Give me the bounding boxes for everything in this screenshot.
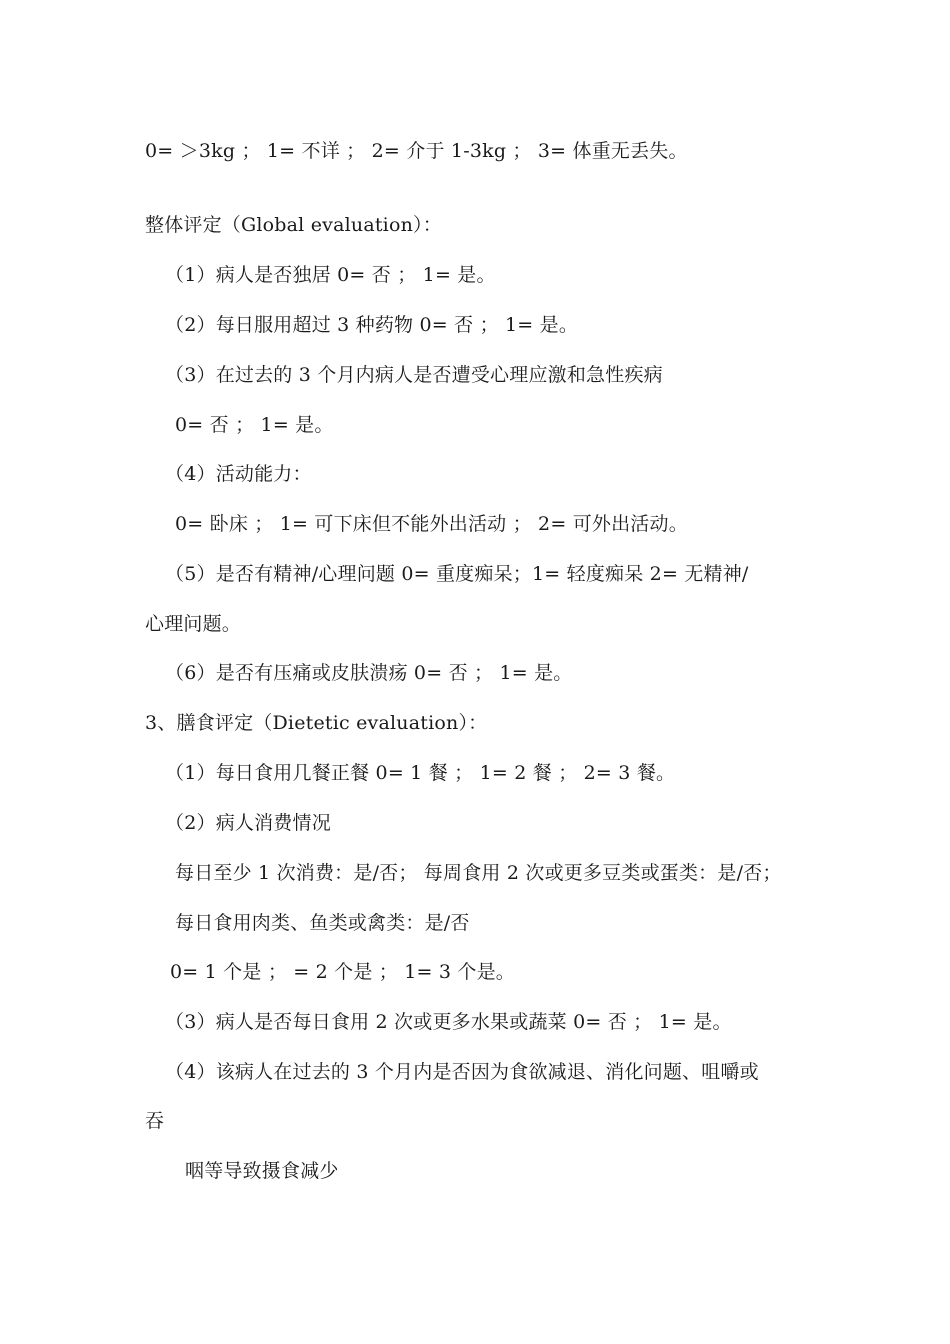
item-consumption-detail-1: 每日至少 1 次消费：是/否； 每周食用 2 次或更多豆类或蛋类：是/否； (175, 862, 782, 884)
item-stress-illness-options: 0= 否 ； 1= 是。 (175, 414, 334, 436)
item-food-intake-cont-1: 吞 (145, 1110, 165, 1132)
item-stress-illness: （3）在过去的 3 个月内病人是否遭受心理应激和急性疾病 (165, 364, 663, 386)
weight-loss-options: 0= ＞3kg ； 1= 不详 ； 2= 介于 1-3kg ； 3= 体重无丢失。 (145, 140, 688, 162)
item-fruit-vegetables: （3）病人是否每日食用 2 次或更多水果或蔬菜 0= 否 ； 1= 是。 (165, 1011, 732, 1033)
item-mobility: （4）活动能力： (165, 463, 312, 485)
item-consumption: （2）病人消费情况 (165, 812, 331, 834)
item-lives-alone: （1）病人是否独居 0= 否 ； 1= 是。 (165, 264, 496, 286)
dietetic-evaluation-heading: 3、膳食评定（Dietetic evaluation）： (145, 712, 488, 734)
item-meals: （1）每日食用几餐正餐 0= 1 餐 ； 1= 2 餐 ； 2= 3 餐。 (165, 762, 676, 784)
global-evaluation-heading: 整体评定（Global evaluation）： (145, 214, 442, 236)
item-mobility-options: 0= 卧床 ； 1= 可下床但不能外出活动 ； 2= 可外出活动。 (175, 513, 688, 535)
item-consumption-detail-2: 每日食用肉类、鱼类或禽类：是/否 (175, 912, 470, 934)
item-consumption-options: 0= 1 个是 ； = 2 个是 ； 1= 3 个是。 (170, 961, 515, 983)
item-neuropsych: （5）是否有精神/心理问题 0= 重度痴呆；1= 轻度痴呆 2= 无精神/ (165, 563, 749, 585)
item-neuropsych-cont: 心理问题。 (145, 613, 242, 635)
item-food-intake: （4）该病人在过去的 3 个月内是否因为食欲减退、消化问题、咀嚼或 (165, 1061, 759, 1083)
item-food-intake-cont-2: 咽等导致摄食减少 (185, 1160, 339, 1182)
item-medications: （2）每日服用超过 3 种药物 0= 否 ； 1= 是。 (165, 314, 579, 336)
item-pressure-sores: （6）是否有压痛或皮肤溃疡 0= 否 ； 1= 是。 (165, 662, 573, 684)
